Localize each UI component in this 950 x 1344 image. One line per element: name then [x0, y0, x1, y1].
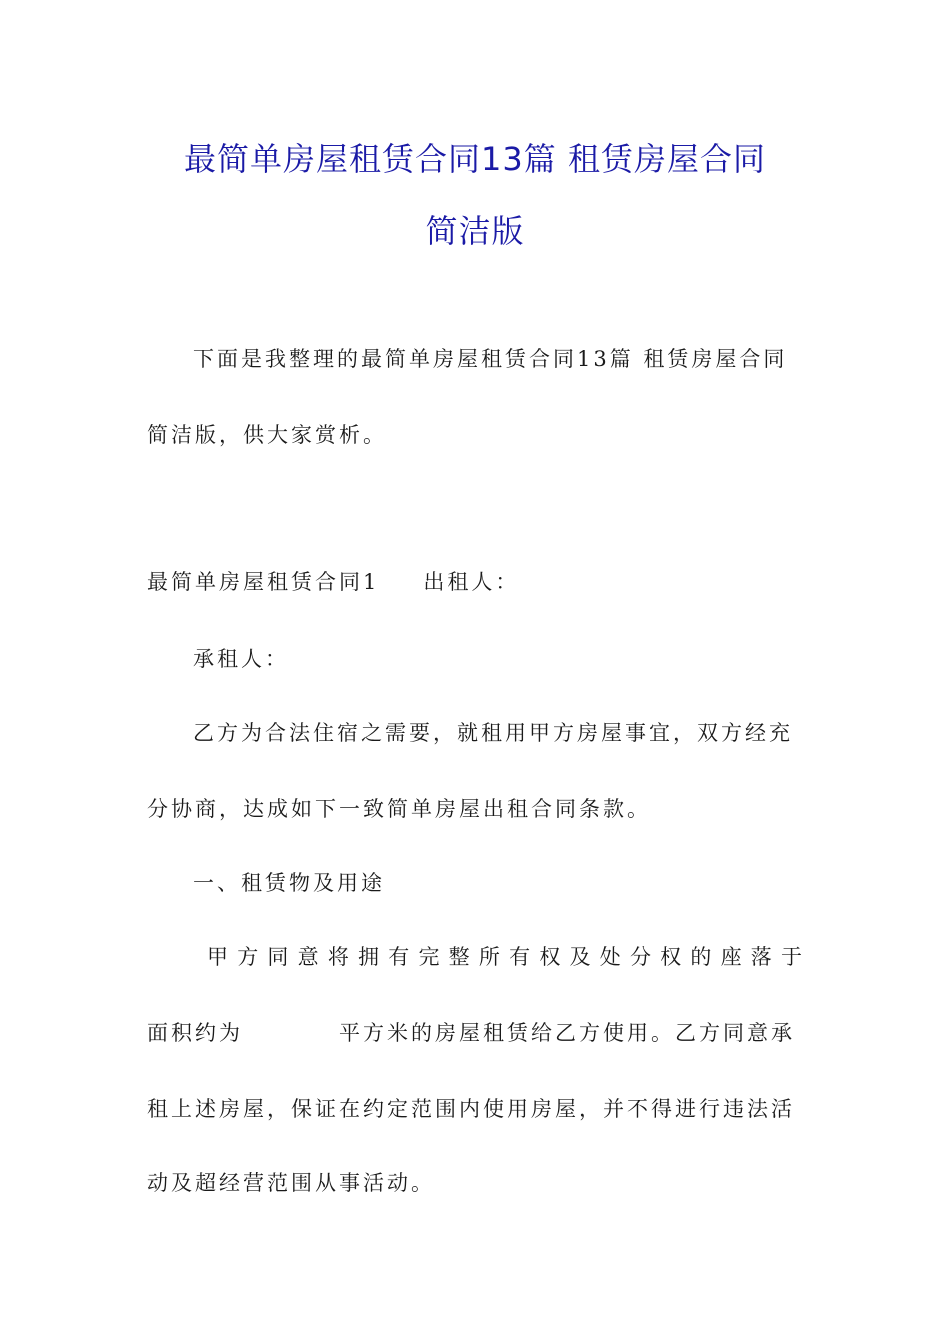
para-2-line-2-rest: 平方米的房屋租赁给乙方使用。乙方同意承: [339, 1021, 795, 1045]
section-1-heading: 最简单房屋租赁合同1: [147, 570, 380, 594]
para-2-line-4: 动及超经营范围从事活动。: [147, 1171, 435, 1195]
area-label: 面积约为: [147, 1021, 243, 1045]
intro-line-1: 下面是我整理的最简单房屋租赁合同13篇 租赁房屋合同: [193, 347, 788, 371]
para-1-line-2: 分协商，达成如下一致简单房屋出租合同条款。: [147, 797, 651, 821]
section-1-heading-row: [147, 567, 807, 597]
clause-1-heading: 一、租赁物及用途: [193, 871, 385, 895]
document-title-line-1: 最简单房屋租赁合同13篇 租赁房屋合同: [184, 140, 766, 178]
intro-line-2: 简洁版，供大家赏析。: [147, 423, 387, 447]
para-1-line-1: 乙方为合法住宿之需要，就租用甲方房屋事宜，双方经充: [193, 721, 793, 745]
lessee-label: 承租人：: [193, 647, 289, 671]
para-2-line-1: 甲方同意将拥有完整所有权及处分权的座落于: [207, 945, 805, 969]
para-2-line-2: [147, 1018, 807, 1048]
document-title-line-2: 简洁版: [425, 212, 525, 250]
lessor-label: 出租人：: [423, 570, 520, 594]
para-2-line-3: 租上述房屋，保证在约定范围内使用房屋，并不得进行违法活: [147, 1097, 795, 1121]
